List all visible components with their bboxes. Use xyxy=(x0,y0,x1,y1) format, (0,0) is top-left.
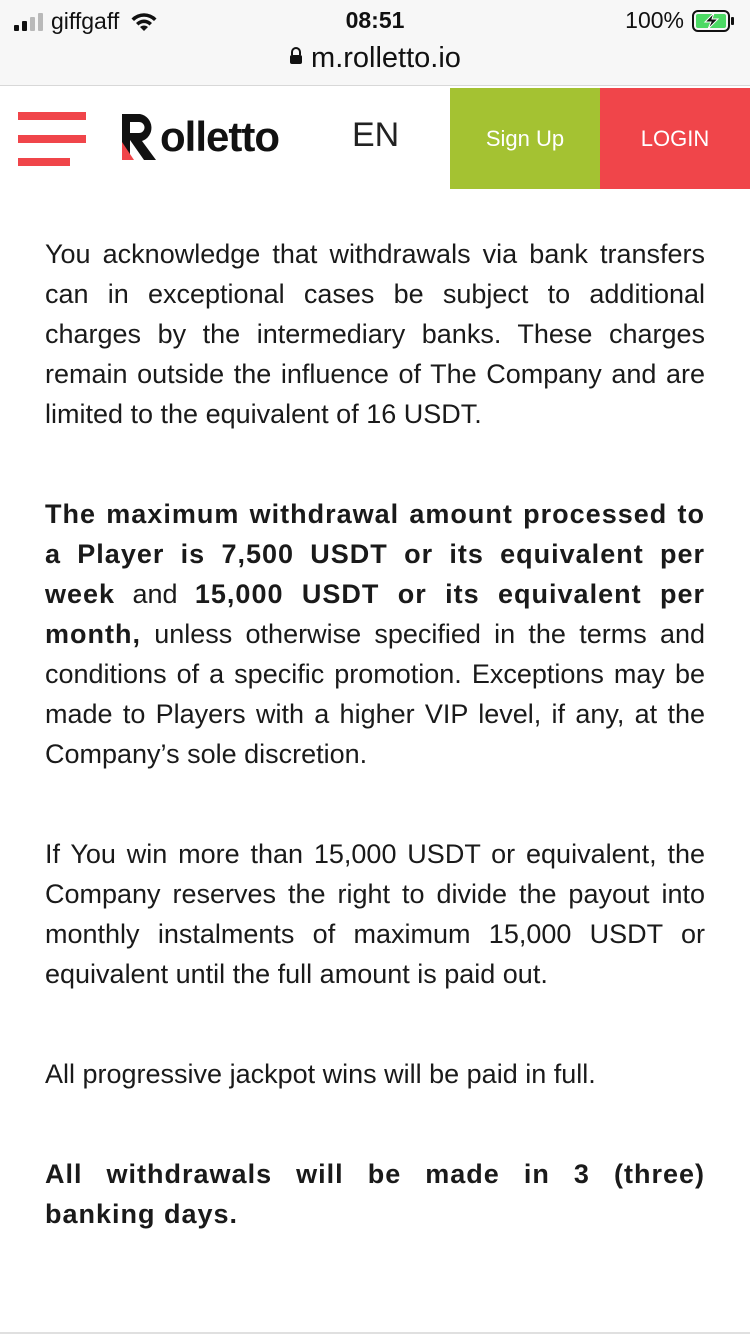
banking-days-bold: All withdrawals will be made in 3 (three) banking days. xyxy=(45,1159,705,1229)
language-selector[interactable]: EN xyxy=(352,116,400,154)
login-button[interactable]: LOGIN xyxy=(600,88,750,189)
limit-exceptions: unless otherwise specified in the terms and conditions of a specific promotion. Exceptions may be made to Players with a higher VIP level, if any, at the Company’s sole discretion. xyxy=(45,619,705,769)
battery-percentage: 100% xyxy=(625,7,684,33)
site-header xyxy=(0,88,750,189)
url-display[interactable] xyxy=(0,42,750,75)
paragraph-banking-days xyxy=(45,1154,705,1234)
paragraph-bank-charges: You acknowledge that withdrawals via bank transfers can in exceptional cases be subject to additional charges by the intermediary banks. These charges remain outside the influence of The Company and are limited to the equivalent of 16 USDT. xyxy=(45,239,705,429)
battery-charging-icon xyxy=(692,9,736,33)
logo-text: olletto xyxy=(160,113,279,160)
url-text: m.rolletto.io xyxy=(311,42,461,74)
carrier-name: giffgaff xyxy=(51,8,120,34)
limit-monthly-bold: 15,000 USDT or its equivalent per month, xyxy=(45,579,705,649)
lock-icon xyxy=(289,47,303,65)
paragraph-jackpot: All progressive jackpot wins will be paid in full. xyxy=(45,1059,596,1089)
status-time: 08:51 xyxy=(345,7,405,33)
logo-r-mark-icon xyxy=(120,112,158,162)
terms-content xyxy=(45,234,705,1234)
status-bar xyxy=(0,0,750,40)
status-right xyxy=(625,7,736,34)
menu-icon[interactable] xyxy=(18,112,86,166)
limit-connector: and xyxy=(115,579,195,609)
limit-weekly-bold: The maximum withdrawal amount processed to a Player is 7,500 USDT or its equivalent per week xyxy=(45,499,705,609)
paragraph-withdrawal-limits xyxy=(45,494,705,774)
signup-button[interactable]: Sign Up xyxy=(450,88,600,189)
browser-url-bar[interactable] xyxy=(0,40,750,86)
rolletto-logo[interactable] xyxy=(120,112,279,162)
paragraph-payout-instalments: If You win more than 15,000 USDT or equivalent, the Company reserves the right to divide the payout into monthly instalments of maximum 15,000 USDT or equivalent until the full amount is paid out. xyxy=(45,839,705,989)
